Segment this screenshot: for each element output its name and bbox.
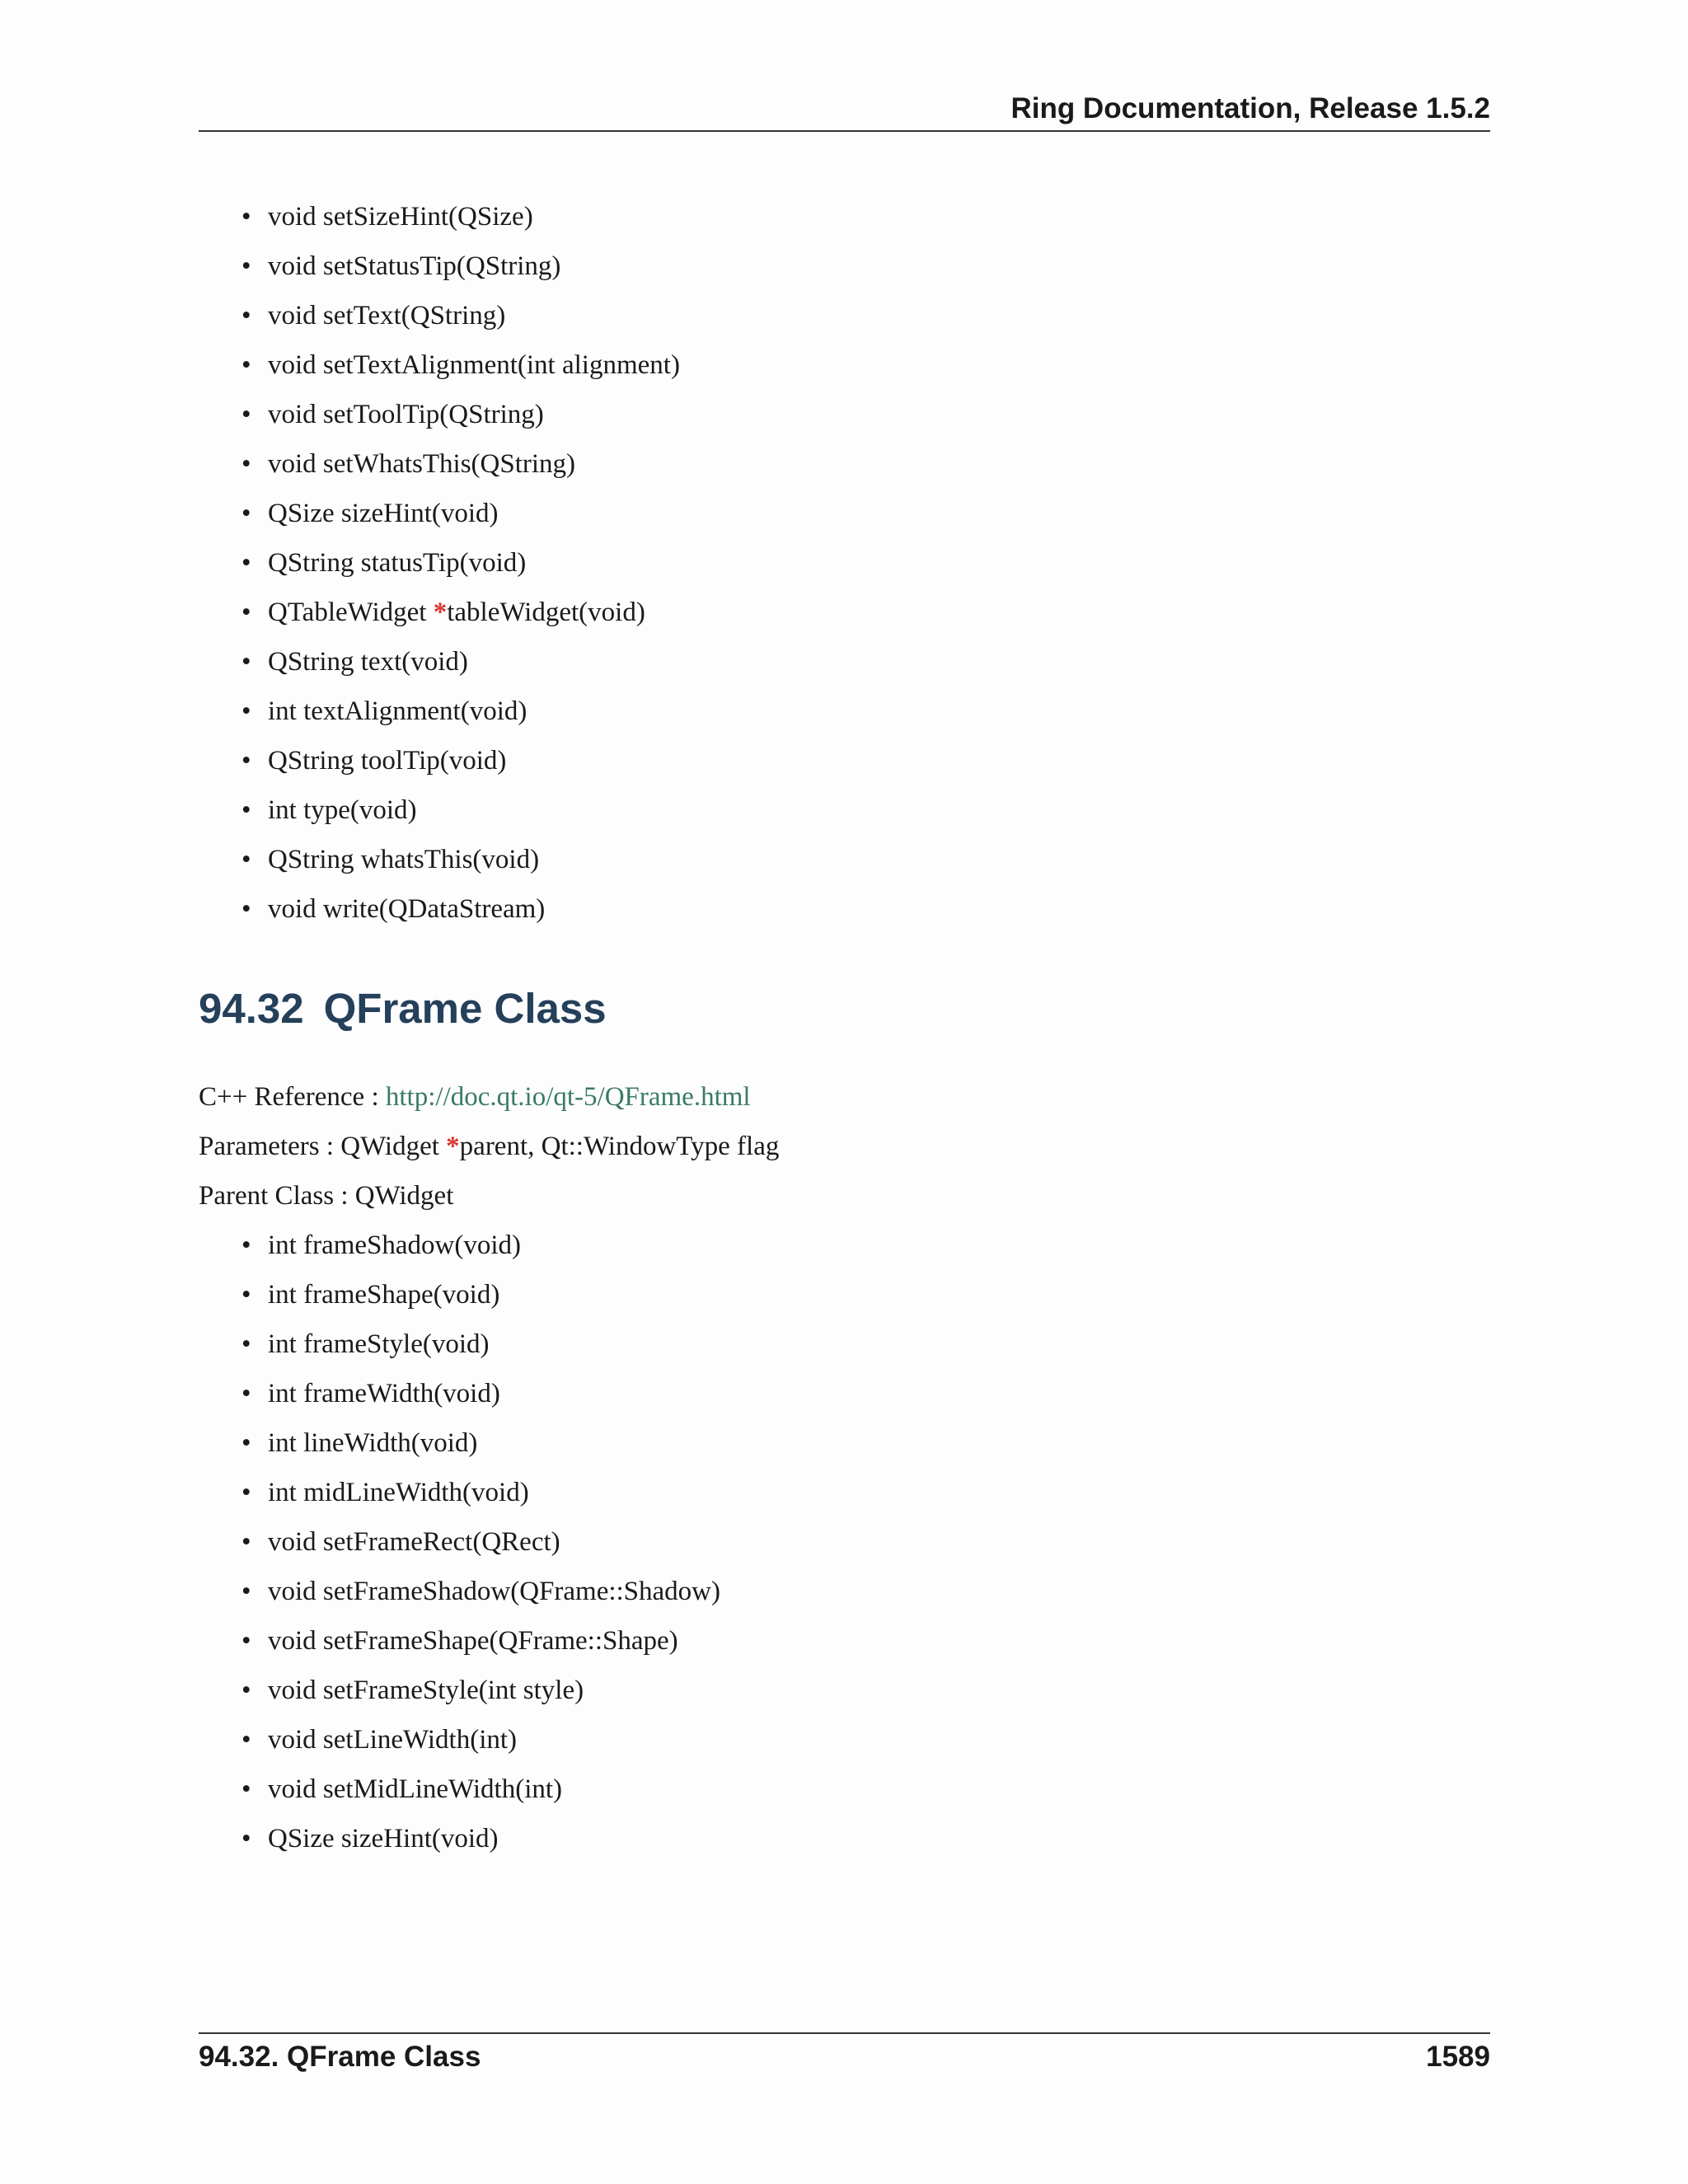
bullet-icon: •	[241, 499, 251, 528]
section-title: QFrame Class	[323, 985, 607, 1032]
list-item	[199, 1418, 720, 1468]
method-signature: void write(QDataStream)	[268, 894, 546, 924]
bullet-icon: •	[241, 400, 251, 429]
list-item	[199, 241, 680, 291]
bullet-icon: •	[241, 1329, 251, 1359]
method-signature: void setLineWidth(int)	[268, 1725, 518, 1755]
list-item	[199, 1567, 720, 1616]
bullet-icon: •	[241, 1428, 251, 1458]
bullet-icon: •	[241, 301, 251, 330]
cpp-reference-label: C++ Reference :	[199, 1082, 386, 1112]
bullet-icon: •	[241, 350, 251, 380]
method-signature: int midLineWidth(void)	[268, 1478, 529, 1507]
bullet-icon: •	[241, 1725, 251, 1755]
cpp-reference-line	[199, 1072, 751, 1122]
list-item	[199, 340, 680, 390]
list-item	[199, 687, 680, 736]
bullet-icon: •	[241, 1379, 251, 1408]
list-item	[199, 835, 680, 884]
method-signature: QString text(void)	[268, 647, 468, 677]
parent-class-line: Parent Class : QWidget	[199, 1181, 454, 1211]
bullet-icon: •	[241, 1230, 251, 1260]
parameters-label: Parameters : QWidget	[199, 1132, 447, 1161]
section-number: 94.32	[199, 985, 304, 1032]
parameters-rest: parent, Qt::WindowType flag	[459, 1132, 780, 1161]
list-item	[199, 291, 680, 340]
bullet-icon: •	[241, 251, 251, 281]
method-signature: void setTextAlignment(int alignment)	[268, 350, 680, 380]
method-signature: QString whatsThis(void)	[268, 845, 540, 874]
list-item	[199, 1715, 720, 1765]
list-item	[199, 1517, 720, 1567]
list-item	[199, 538, 680, 588]
method-signature: int frameStyle(void)	[268, 1329, 490, 1359]
method-signature: void setText(QString)	[268, 301, 506, 330]
bullet-icon: •	[241, 548, 251, 578]
list-item	[199, 884, 680, 934]
method-signature: QSize sizeHint(void)	[268, 1824, 499, 1854]
method-signature: void setFrameShape(QFrame::Shape)	[268, 1626, 678, 1656]
method-signature: int type(void)	[268, 795, 417, 825]
bullet-icon: •	[241, 202, 251, 232]
method-signature: tableWidget(void)	[447, 598, 645, 627]
page-header	[199, 89, 1490, 132]
section-heading	[199, 984, 607, 1033]
list-item	[199, 1814, 720, 1863]
method-signature: int frameShape(void)	[268, 1280, 500, 1310]
method-signature: int frameWidth(void)	[268, 1379, 500, 1408]
list-item	[199, 390, 680, 439]
bullet-icon: •	[241, 696, 251, 726]
bullet-icon: •	[241, 647, 251, 677]
list-item	[199, 1666, 720, 1715]
bullet-icon: •	[241, 1478, 251, 1507]
page-footer	[199, 2032, 1490, 2083]
method-signature: void setStatusTip(QString)	[268, 251, 561, 281]
bullet-icon: •	[241, 795, 251, 825]
bullet-icon: •	[241, 1824, 251, 1854]
method-signature: void setFrameRect(QRect)	[268, 1527, 560, 1557]
method-signature: int frameShadow(void)	[268, 1230, 522, 1260]
method-signature: QSize sizeHint(void)	[268, 499, 499, 528]
list-item	[199, 439, 680, 489]
list-item	[199, 489, 680, 538]
list-item	[199, 1468, 720, 1517]
list-item	[199, 1616, 720, 1666]
method-signature: void setSizeHint(QSize)	[268, 202, 533, 232]
list-item	[199, 1221, 720, 1270]
bullet-icon: •	[241, 1577, 251, 1606]
pointer-star: *	[433, 598, 448, 627]
method-signature: QString toolTip(void)	[268, 746, 507, 776]
method-list-qframe	[199, 1221, 720, 1863]
list-item	[199, 588, 680, 637]
list-item	[199, 637, 680, 687]
cpp-reference-link[interactable]: http://doc.qt.io/qt-5/QFrame.html	[385, 1082, 751, 1112]
pointer-star: *	[446, 1132, 460, 1161]
method-signature: void setFrameShadow(QFrame::Shadow)	[268, 1577, 720, 1606]
bullet-icon: •	[241, 845, 251, 874]
method-signature: void setWhatsThis(QString)	[268, 449, 576, 479]
list-item	[199, 1319, 720, 1369]
bullet-icon: •	[241, 1675, 251, 1705]
parameters-line	[199, 1122, 779, 1171]
bullet-icon: •	[241, 1626, 251, 1656]
list-item	[199, 785, 680, 835]
list-item	[199, 192, 680, 241]
bullet-icon: •	[241, 746, 251, 776]
list-item	[199, 736, 680, 785]
bullet-icon: •	[241, 1527, 251, 1557]
method-return-type: QTableWidget	[268, 598, 434, 627]
method-signature: int textAlignment(void)	[268, 696, 528, 726]
bullet-icon: •	[241, 1280, 251, 1310]
method-signature: QString statusTip(void)	[268, 548, 527, 578]
method-signature: void setFrameStyle(int style)	[268, 1675, 584, 1705]
bullet-icon: •	[241, 598, 251, 627]
method-signature: int lineWidth(void)	[268, 1428, 478, 1458]
document-title: Ring Documentation, Release 1.5.2	[1010, 92, 1490, 124]
bullet-icon: •	[241, 1774, 251, 1804]
method-signature: void setMidLineWidth(int)	[268, 1774, 563, 1804]
list-item	[199, 1765, 720, 1814]
bullet-icon: •	[241, 894, 251, 924]
list-item	[199, 1270, 720, 1319]
page-number: 1589	[1426, 2041, 1490, 2073]
footer-section-label: 94.32. QFrame Class	[199, 2041, 481, 2073]
method-signature: void setToolTip(QString)	[268, 400, 544, 429]
method-list-qtablewidgetitem	[199, 192, 680, 934]
bullet-icon: •	[241, 449, 251, 479]
list-item	[199, 1369, 720, 1418]
